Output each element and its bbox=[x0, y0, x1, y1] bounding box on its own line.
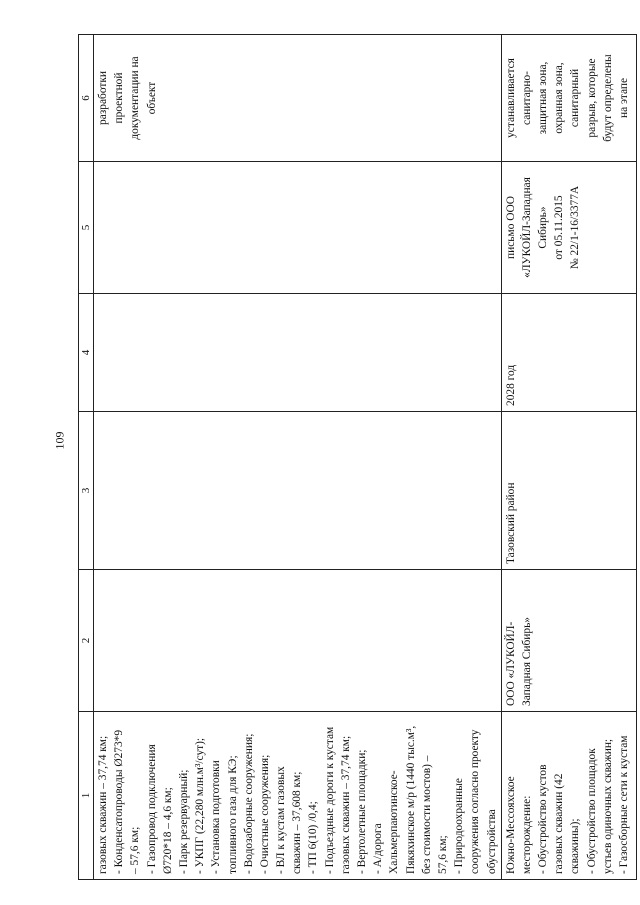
object-description-cell bbox=[501, 712, 636, 880]
cell-text-line: ООО «ЛУКОЙЛ- bbox=[504, 621, 517, 706]
cell-text-line: 2028 год bbox=[504, 364, 517, 406]
location-cell bbox=[501, 412, 636, 570]
column-header: 1 bbox=[79, 712, 94, 880]
cell-text-line: - Природоохранные bbox=[453, 778, 466, 874]
cell-text-line: без стоимости мостов) – bbox=[420, 755, 433, 874]
cell-text-line: на этапе bbox=[618, 77, 630, 119]
cell-text-line: скважины); bbox=[569, 818, 582, 874]
cell-text-line: - Парк резервуарный; bbox=[177, 769, 190, 874]
objects-register-table bbox=[78, 34, 637, 880]
rotated-table-container bbox=[78, 35, 637, 880]
deadline-cell bbox=[94, 294, 502, 412]
cell-text-line: скважин – 37,608 км; bbox=[291, 771, 304, 874]
organization-cell bbox=[501, 570, 636, 712]
cell-text-line: разработки bbox=[97, 71, 109, 125]
cell-text-line: - Вертолетные площадки; bbox=[356, 749, 368, 874]
cell-text-line: от 05.11.2015 bbox=[553, 195, 566, 260]
cell-text-line: - Водозаборные сооружения; bbox=[242, 733, 255, 874]
cell-text-line: - Обустройство площадок bbox=[585, 748, 598, 874]
table-row bbox=[94, 35, 502, 880]
cell-text-line: - Газосборные сети к кустам bbox=[618, 735, 630, 874]
cell-text-line: санитарный bbox=[569, 68, 582, 128]
cell-text-line: охранная зона, bbox=[553, 62, 566, 134]
cell-text-line: Ø720*18 – 4,6 км; bbox=[161, 787, 174, 874]
cell-text-line: Хальмерпаютинское- bbox=[388, 770, 401, 874]
cell-text-line: защитная зона, bbox=[537, 61, 550, 135]
cell-text-line: - Установка подготовки bbox=[210, 760, 223, 874]
table-row bbox=[501, 35, 636, 880]
cell-text-line: - Газопровод подключения bbox=[145, 744, 158, 874]
organization-cell bbox=[94, 570, 502, 712]
cell-text-line: № 22/1-16/3377А bbox=[569, 185, 582, 270]
table-header-row bbox=[79, 35, 94, 880]
cell-text-line: 57,6 км; bbox=[436, 835, 449, 874]
basis-document-cell bbox=[501, 162, 636, 294]
cell-text-line: сооружения согласно проекту bbox=[469, 729, 482, 874]
column-header: 6 bbox=[79, 35, 94, 162]
cell-text-line: проектной bbox=[113, 72, 126, 124]
cell-text-line: - Обустройство кустов bbox=[537, 764, 550, 874]
cell-text-line: Западная Сибирь» bbox=[520, 617, 533, 706]
object-description-cell bbox=[94, 712, 502, 880]
cell-text-line: письмо ООО bbox=[504, 196, 517, 259]
cell-text-line: «ЛУКОЙЛ-Западная bbox=[520, 177, 533, 278]
location-cell bbox=[94, 412, 502, 570]
cell-text-line: Тазовский район bbox=[504, 482, 517, 564]
deadline-cell bbox=[501, 294, 636, 412]
basis-document-cell bbox=[94, 162, 502, 294]
cell-text-line: объект bbox=[145, 81, 158, 115]
cell-text-line: санитарно- bbox=[520, 71, 533, 125]
cell-text-line: документации на bbox=[129, 56, 142, 140]
cell-text-line: - Подъездные дороги к кустам bbox=[323, 726, 336, 874]
protection-zone-cell bbox=[501, 35, 636, 162]
cell-text-line: - УКПГ (22,280 млн.м³/сут); bbox=[194, 737, 207, 874]
protection-zone-cell bbox=[94, 35, 502, 162]
cell-text-line: - ВЛ к кустам газовых bbox=[275, 766, 288, 874]
cell-text-line: - Конденсатопроводы Ø273*9 bbox=[113, 729, 126, 874]
cell-text-line: месторождение: bbox=[520, 795, 533, 874]
cell-text-line: – 57,6 км; bbox=[129, 826, 142, 874]
cell-text-line: будут определены bbox=[601, 54, 614, 142]
cell-text-line: - Очистные сооружения; bbox=[258, 754, 271, 874]
column-header: 4 bbox=[79, 294, 94, 412]
column-header: 5 bbox=[79, 162, 94, 294]
cell-text-line: разрыв, которые bbox=[585, 58, 598, 138]
cell-text-line: топливного газа для КЭ; bbox=[226, 755, 239, 874]
cell-text-line: устьев одиночных скважин; bbox=[601, 738, 614, 874]
column-header: 3 bbox=[79, 412, 94, 570]
cell-text-line: устанавливается bbox=[504, 58, 517, 138]
cell-text-line: Сибирь» bbox=[537, 206, 550, 249]
page-number: 109 bbox=[52, 431, 67, 450]
cell-text-line: Пякяхинское м/р (1440 тыс.м³, bbox=[404, 725, 417, 874]
cell-text-line: газовых скважин (42 bbox=[553, 773, 566, 874]
column-header: 2 bbox=[79, 570, 94, 712]
cell-text-line: - А/дорога bbox=[372, 823, 385, 874]
cell-text-line: Южно-Мессояхское bbox=[504, 776, 517, 874]
cell-text-line: газовых скважин – 37,74 км; bbox=[97, 735, 109, 874]
cell-text-line: газовых скважин – 37,74 км; bbox=[339, 735, 352, 874]
cell-text-line: обустройства bbox=[485, 809, 498, 874]
cell-text-line: - ТП 6(10) /0,4; bbox=[307, 801, 320, 874]
